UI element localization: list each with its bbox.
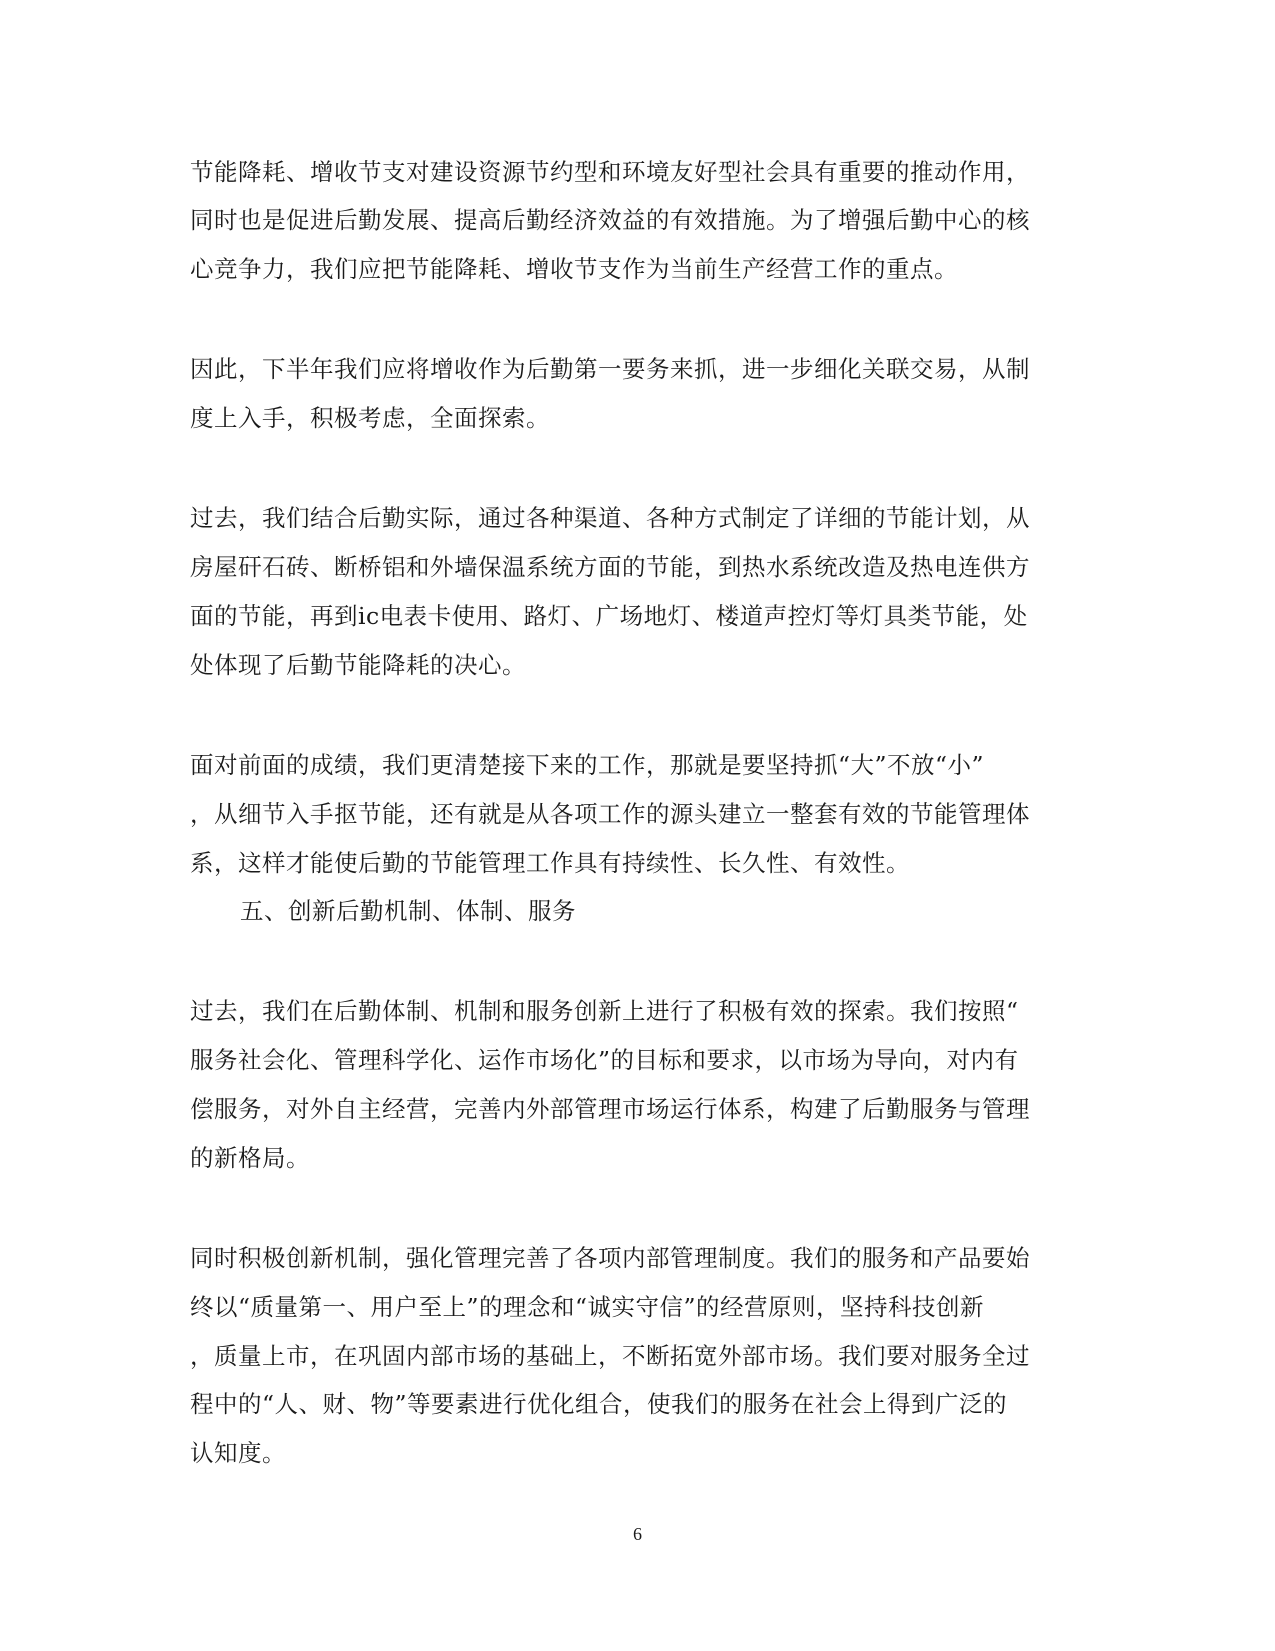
paragraph-6-line-4: 程中的“人、财、物”等要素进行优化组合，使我们的服务在社会上得到广泛的 bbox=[190, 1390, 1008, 1418]
paragraph-4-line-2: ，从细节入手抠节能，还有就是从各项工作的源头建立一整套有效的节能管理体 bbox=[190, 800, 1030, 828]
page-number: 6 bbox=[633, 1524, 642, 1544]
paragraph-2-line-2: 度上入手，积极考虑，全面探索。 bbox=[190, 404, 550, 432]
paragraph-5-line-3: 偿服务，对外自主经营，完善内外部管理市场运行体系，构建了后勤服务与管理 bbox=[190, 1095, 1030, 1123]
paragraph-3-line-4: 处体现了后勤节能降耗的决心。 bbox=[190, 651, 526, 679]
paragraph-3-line-1: 过去，我们结合后勤实际，通过各种渠道、各种方式制定了详细的节能计划，从 bbox=[190, 504, 1030, 532]
paragraph-3-line-2: 房屋矸石砖、断桥铝和外墙保温系统方面的节能，到热水系统改造及热电连供方 bbox=[190, 553, 1030, 581]
paragraph-3-line-3: 面的节能，再到ic电表卡使用、路灯、广场地灯、楼道声控灯等灯具类节能，处 bbox=[190, 602, 1028, 630]
paragraph-6-line-5: 认知度。 bbox=[190, 1439, 286, 1467]
paragraph-6-line-1: 同时积极创新机制，强化管理完善了各项内部管理制度。我们的服务和产品要始 bbox=[190, 1244, 1030, 1272]
paragraph-4-line-3: 系，这样才能使后勤的节能管理工作具有持续性、长久性、有效性。 bbox=[190, 849, 910, 877]
paragraph-5-line-1: 过去，我们在后勤体制、机制和服务创新上进行了积极有效的探索。我们按照“ bbox=[190, 997, 1019, 1025]
paragraph-5-line-2: 服务社会化、管理科学化、运作市场化”的目标和要求，以市场为导向，对内有 bbox=[190, 1046, 1019, 1074]
paragraph-1-line-3: 心竞争力，我们应把节能降耗、增收节支作为当前生产经营工作的重点。 bbox=[190, 255, 958, 283]
section-heading: 五、创新后勤机制、体制、服务 bbox=[240, 897, 576, 925]
paragraph-6-line-2: 终以“质量第一、用户至上”的理念和“诚实守信”的经营原则，坚持科技创新 bbox=[190, 1293, 985, 1321]
paragraph-5-line-4: 的新格局。 bbox=[190, 1144, 310, 1172]
paragraph-1-line-2: 同时也是促进后勤发展、提高后勤经济效益的有效措施。为了增强后勤中心的核 bbox=[190, 206, 1030, 234]
paragraph-4-line-1: 面对前面的成绩，我们更清楚接下来的工作，那就是要坚持抓“大”不放“小” bbox=[190, 751, 985, 779]
paragraph-2-line-1: 因此，下半年我们应将增收作为后勤第一要务来抓，进一步细化关联交易，从制 bbox=[190, 355, 1030, 383]
paragraph-1-line-1: 节能降耗、增收节支对建设资源节约型和环境友好型社会具有重要的推动作用， bbox=[190, 158, 1030, 186]
paragraph-6-line-3: ，质量上市，在巩固内部市场的基础上，不断拓宽外部市场。我们要对服务全过 bbox=[190, 1342, 1030, 1370]
